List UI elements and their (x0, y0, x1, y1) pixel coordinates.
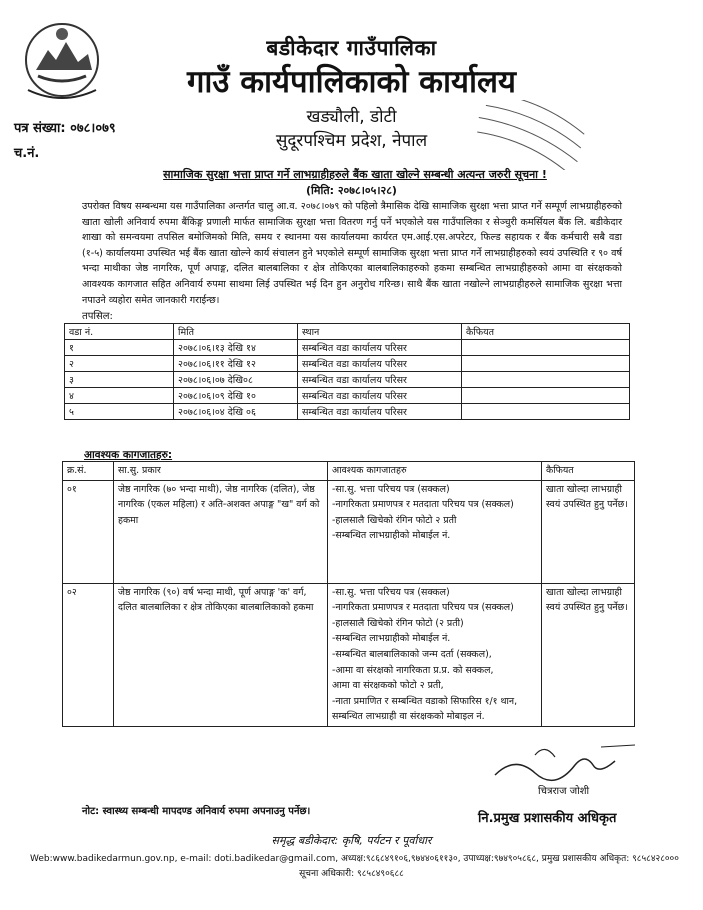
cell: २०७८।०६।०४ देखि ०६ (174, 404, 298, 420)
chalani-number: च.नं. (14, 146, 40, 161)
column-header: मिति (174, 324, 298, 340)
column-header: कैफियत (462, 324, 630, 340)
cell-docs (328, 583, 542, 726)
cell (462, 404, 630, 420)
column-header: स्थान (298, 324, 462, 340)
column-header: सा.सु. प्रकार (114, 462, 328, 481)
doc-item: -हालसालै खिचेको रंगिन फोटो २ प्रती (332, 514, 457, 526)
doc-item: सम्बन्धित लाभग्राही वा संरक्षकको मोबाइल नं. (332, 711, 485, 723)
cell: २०७८।०६।१३ देखि १४ (174, 340, 298, 356)
doc-item: आमा वा संरक्षकको फोटो २ प्रती, (332, 680, 444, 692)
doc-item: -नागरिकता प्रमाणपत्र र मतदाता परिचय पत्र (सक्कल) (332, 602, 514, 614)
location-line-1: खड्यौली, डोटी (306, 107, 397, 127)
doc-item: -नागरिकता प्रमाणपत्र र मतदाता परिचय पत्र (सक्कल) (332, 499, 514, 511)
table-row (65, 388, 630, 404)
column-header: वडा नं. (65, 324, 174, 340)
footer-info-officer: सूचना अधिकारी: ९८५८४९०६८८ (299, 869, 404, 879)
cell-remark: खाता खोल्दा लाभग्राही स्वयं उपस्थित हुनु पर्नेछ। (542, 480, 635, 583)
cell: सम्बन्धित वडा कार्यालय परिसर (298, 404, 462, 420)
cell-sn: ०२ (63, 583, 114, 726)
doc-item: -सा.सु. भत्ता परिचय पत्र (सक्कल) (332, 483, 450, 495)
column-header: कैफियत (542, 462, 635, 481)
office-name: बडीकेदार गाउँपालिका (266, 36, 437, 60)
column-header: आवश्यक कागजातहरु (328, 462, 542, 481)
documents-table (62, 461, 635, 727)
cell: सम्बन्धित वडा कार्यालय परिसर (298, 388, 462, 404)
cell-type: जेष्ठ नागरिक (९०) वर्ष भन्दा माथी, पूर्ण अपाङ्ग 'क' वर्ग, दलित बालबालिका र क्षेत्र तोकिएका बालबालिकाको हकमा (114, 583, 328, 726)
cell: ३ (65, 372, 174, 388)
reference-number: पत्र संख्या: ०७८।०७९ (14, 121, 116, 136)
cell-remark: खाता खोल्दा लाभग्राही स्वयं उपस्थित हुनु पर्नेछ। (542, 583, 635, 726)
cell (462, 356, 630, 372)
location-line-2: सुदूरपश्चिम प्रदेश, नेपाल (275, 131, 428, 151)
main-title: गाउँ कार्यपालिकाको कार्यालय (186, 64, 517, 100)
cell-type: जेष्ठ नागरिक (७० भन्दा माथी), जेष्ठ नागरिक (दलित), जेष्ठ नागरिक (एकल महिला) र अति-अशक्त अपाङ्ग "ख" वर्ग को हकमा (114, 480, 328, 583)
table-row (65, 356, 630, 372)
notice-date: (मिति: २०७८।०५।२८) (306, 184, 397, 197)
signatory-name: चित्रराज जोशी (538, 786, 590, 797)
health-note: नोट: स्वास्थ्य सम्बन्धी मापदण्ड अनिवार्य रुपमा अपनाउनु पर्नेछ। (82, 806, 311, 817)
tapsil-label: तपसिल: (82, 311, 113, 322)
notice-body: उपरोक्त विषय सम्बन्धमा यस गाउँपालिका अन्तर्गत चालु आ.व. २०७८।०७९ को पहिलो त्रैमासिक देखि सामाजिक सुरक्षा भत्ता प्राप्त गर्ने सम्पूर्ण लाभग्राहीहरुको खाता खोली अनिवार्य रुपमा बैंकिङ्ग प्रणाली मार्फत सामाजिक सुरक्षा भत्ता वितरण गर्नु पर्ने भएकोले यस गाउँपालिका र सेञ्चुरी कमर्सियल बैंक लि. बडीकेदार शाखा को समन्वयमा तपसिल बमोजिमको मिति, समय र स्थानमा यस कार्यालयमा कार्यरत एम.आई.एस.अपरेटर, फिल्ड सहायक र बैंक कर्मचारी सबै वडा (१-५) कार्यालयमा उपस्थित भई बैंक खाता खोल्ने कार्य संचालन हुने भएकोले सम्पूर्ण सामाजिक सुरक्षा भत्ता प्राप्त गर्ने लाभग्राहीहरुको स्वयं उपस्थिति र ९० वर्ष भन्दा माथीका जेष्ठ नागरिक, पूर्ण अपाङ्ग, दलित बालबालिका र क्षेत्र तोकिएका बालबालिकाहरुको हकमा सम्बन्धित लाभग्राहीहरुको आमा वा संरक्षकको आवश्यक कागजात सहित अनिवार्य रुपमा साथमा लिई उपस्थित भई दिन हुन अनुरोध गरिन्छ। साथै बैंक खाता नखोल्ने लाभग्राहीहरुले सामाजिक सुरक्षा भत्ता नपाउने व्यहोरा समेत जानकारी गराईन्छ। (82, 201, 622, 306)
table-row (65, 404, 630, 420)
cell: ५ (65, 404, 174, 420)
cell: सम्बन्धित वडा कार्यालय परिसर (298, 340, 462, 356)
doc-item: -आमा वा संरक्षको नागरिकता प्र.प्र. को सक्कल, (332, 664, 494, 676)
cell (462, 372, 630, 388)
doc-item: -हालसालै खिचेको रंगिन फोटो (२ प्रती) (332, 617, 464, 629)
notice-subject: सामाजिक सुरक्षा भत्ता प्राप्त गर्ने लाभग्राहीहरुले बैंक खाता खोल्ने सम्बन्धी अत्यन्त जरुरी सूचना ! (163, 168, 547, 181)
cell: २०७८।०६।०७ देखि०८ (174, 372, 298, 388)
cell-sn: ०१ (63, 480, 114, 583)
cell: सम्बन्धित वडा कार्यालय परिसर (298, 372, 462, 388)
table-header-row (65, 324, 630, 340)
doc-item: -सम्बन्धित लाभग्राहीको मोबाईल नं. (332, 530, 451, 542)
schedule-table (64, 323, 630, 420)
doc-item: -सम्बन्धित बालबालिकाको जन्म दर्ता (सक्कल), (332, 648, 492, 660)
table-row (65, 372, 630, 388)
cell-docs (328, 480, 542, 583)
cell: २०७८।०६।११ देखि १२ (174, 356, 298, 372)
cell: २ (65, 356, 174, 372)
documents-title: आवश्यक कागजातहरु: (84, 449, 173, 461)
doc-item: -नाता प्रमाणित र सम्बन्धित वडाको सिफारिस १/१ थान, (332, 695, 518, 707)
footer-motto: समृद्ध बडीकेदार: कृषि, पर्यटन र पूर्वाधार (271, 834, 432, 847)
cell: सम्बन्धित वडा कार्यालय परिसर (298, 356, 462, 372)
table-header-row (63, 462, 635, 481)
doc-item: -सम्बन्धित लाभग्राहीको मोबाईल नं. (332, 633, 451, 645)
cell: १ (65, 340, 174, 356)
doc-item: -सा.सु. भत्ता परिचय पत्र (सक्कल) (332, 586, 450, 598)
cell (462, 340, 630, 356)
signatory-title: नि.प्रमुख प्रशासकीय अधिकृत (478, 811, 617, 826)
column-header: क्र.सं. (63, 462, 114, 481)
cell (462, 388, 630, 404)
cell: २०७८।०६।०९ देखि १० (174, 388, 298, 404)
table-row (63, 583, 635, 726)
office-stamp (470, 100, 590, 170)
table-row (65, 340, 630, 356)
cell: ४ (65, 388, 174, 404)
table-row (63, 480, 635, 583)
footer-contact: Web:www.badikedarmun.gov.np, e-mail: doti.badikedar@gmail.com, अध्यक्ष:९८६८४९१०६,९७४४०६११३०, उपाध्यक्ष:९७४९०५८६८, प्रमुख प्रशासकीय अधिकृत: ९८५८४२८००० (30, 854, 679, 864)
